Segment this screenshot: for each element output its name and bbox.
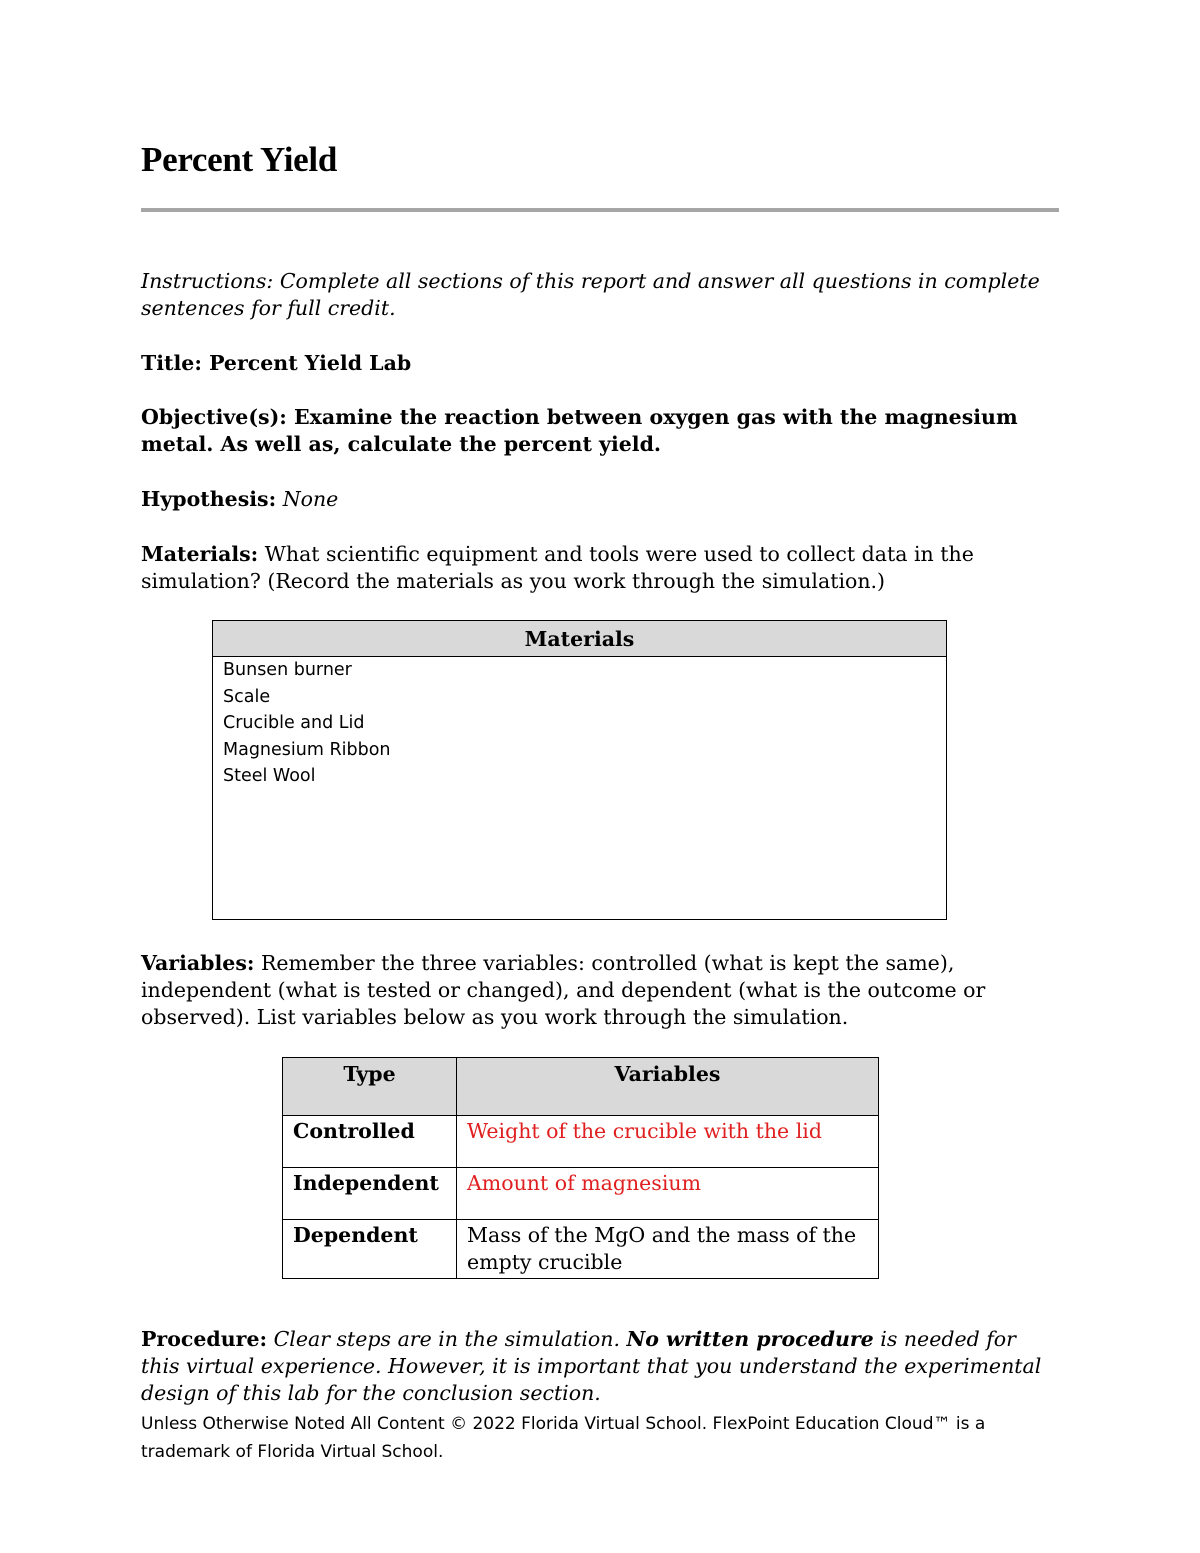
title-divider [141, 208, 1059, 212]
materials-label: Materials: [141, 542, 259, 566]
variables-header-variables: Variables [457, 1058, 879, 1116]
variable-type: Dependent [283, 1220, 457, 1279]
hypothesis-line [141, 486, 1056, 513]
material-item: Crucible and Lid [223, 713, 365, 733]
materials-table-cell [213, 657, 947, 920]
materials-text: What scientific equipment and tools were used to collect data in the simulation? (Record the materials as you work through the simulation.) [141, 542, 974, 593]
variables-line [141, 950, 1056, 1031]
variables-header-type: Type [283, 1058, 457, 1116]
table-row [283, 1168, 879, 1220]
material-item: Bunsen burner [223, 660, 352, 680]
lab-title-label: Title: [141, 351, 202, 375]
page-title: Percent Yield [141, 140, 337, 179]
materials-table [212, 620, 947, 920]
objective-line [141, 404, 1056, 458]
procedure-bold: No written procedure [626, 1327, 874, 1351]
table-row [283, 1220, 879, 1279]
material-item: Magnesium Ribbon [223, 739, 391, 760]
variable-value: Mass of the MgO and the mass of the empty crucible [457, 1220, 879, 1279]
instructions-text: Instructions: Complete all sections of this report and answer all questions in complete sentences for full credit. [141, 269, 1040, 320]
variable-type: Controlled [283, 1116, 457, 1168]
material-item: Steel Wool [223, 766, 316, 786]
procedure-label: Procedure: [141, 1327, 268, 1351]
procedure-text-1: Clear steps are in the simulation. [273, 1327, 620, 1351]
material-item: Scale [223, 686, 271, 707]
table-row [283, 1116, 879, 1168]
materials-line [141, 541, 1056, 595]
variable-value: Amount of magnesium [457, 1168, 879, 1220]
procedure-text-2: is needed for this virtual experience. However, it is important that you understand the experimental design of this lab for the conclusion section. [141, 1327, 1042, 1405]
hypothesis-label: Hypothesis: [141, 487, 277, 511]
variables-label: Variables: [141, 951, 255, 975]
objective-text: Examine the reaction between oxygen gas with the magnesium metal. As well as, calculate the percent yield. [141, 405, 1018, 456]
variable-value: Weight of the crucible with the lid [457, 1116, 879, 1168]
variables-text: Remember the three variables: controlled (what is kept the same), independent (what is tested or changed), and dependent (what is the outcome or observed). List variables below as you work through the simulation. [141, 951, 986, 1029]
lab-title-line [141, 350, 1056, 377]
lab-title-value: Percent Yield Lab [209, 351, 412, 375]
hypothesis-value: None [282, 487, 339, 511]
variables-table [282, 1057, 879, 1279]
copyright-footer: Unless Otherwise Noted All Content © 2022 Florida Virtual School. FlexPoint Education Cloud™ is a trademark of Florida Virtual School. [141, 1414, 986, 1462]
procedure-line [141, 1326, 1056, 1407]
variable-type: Independent [283, 1168, 457, 1220]
materials-table-header: Materials [213, 621, 947, 657]
objective-label: Objective(s): [141, 405, 287, 429]
